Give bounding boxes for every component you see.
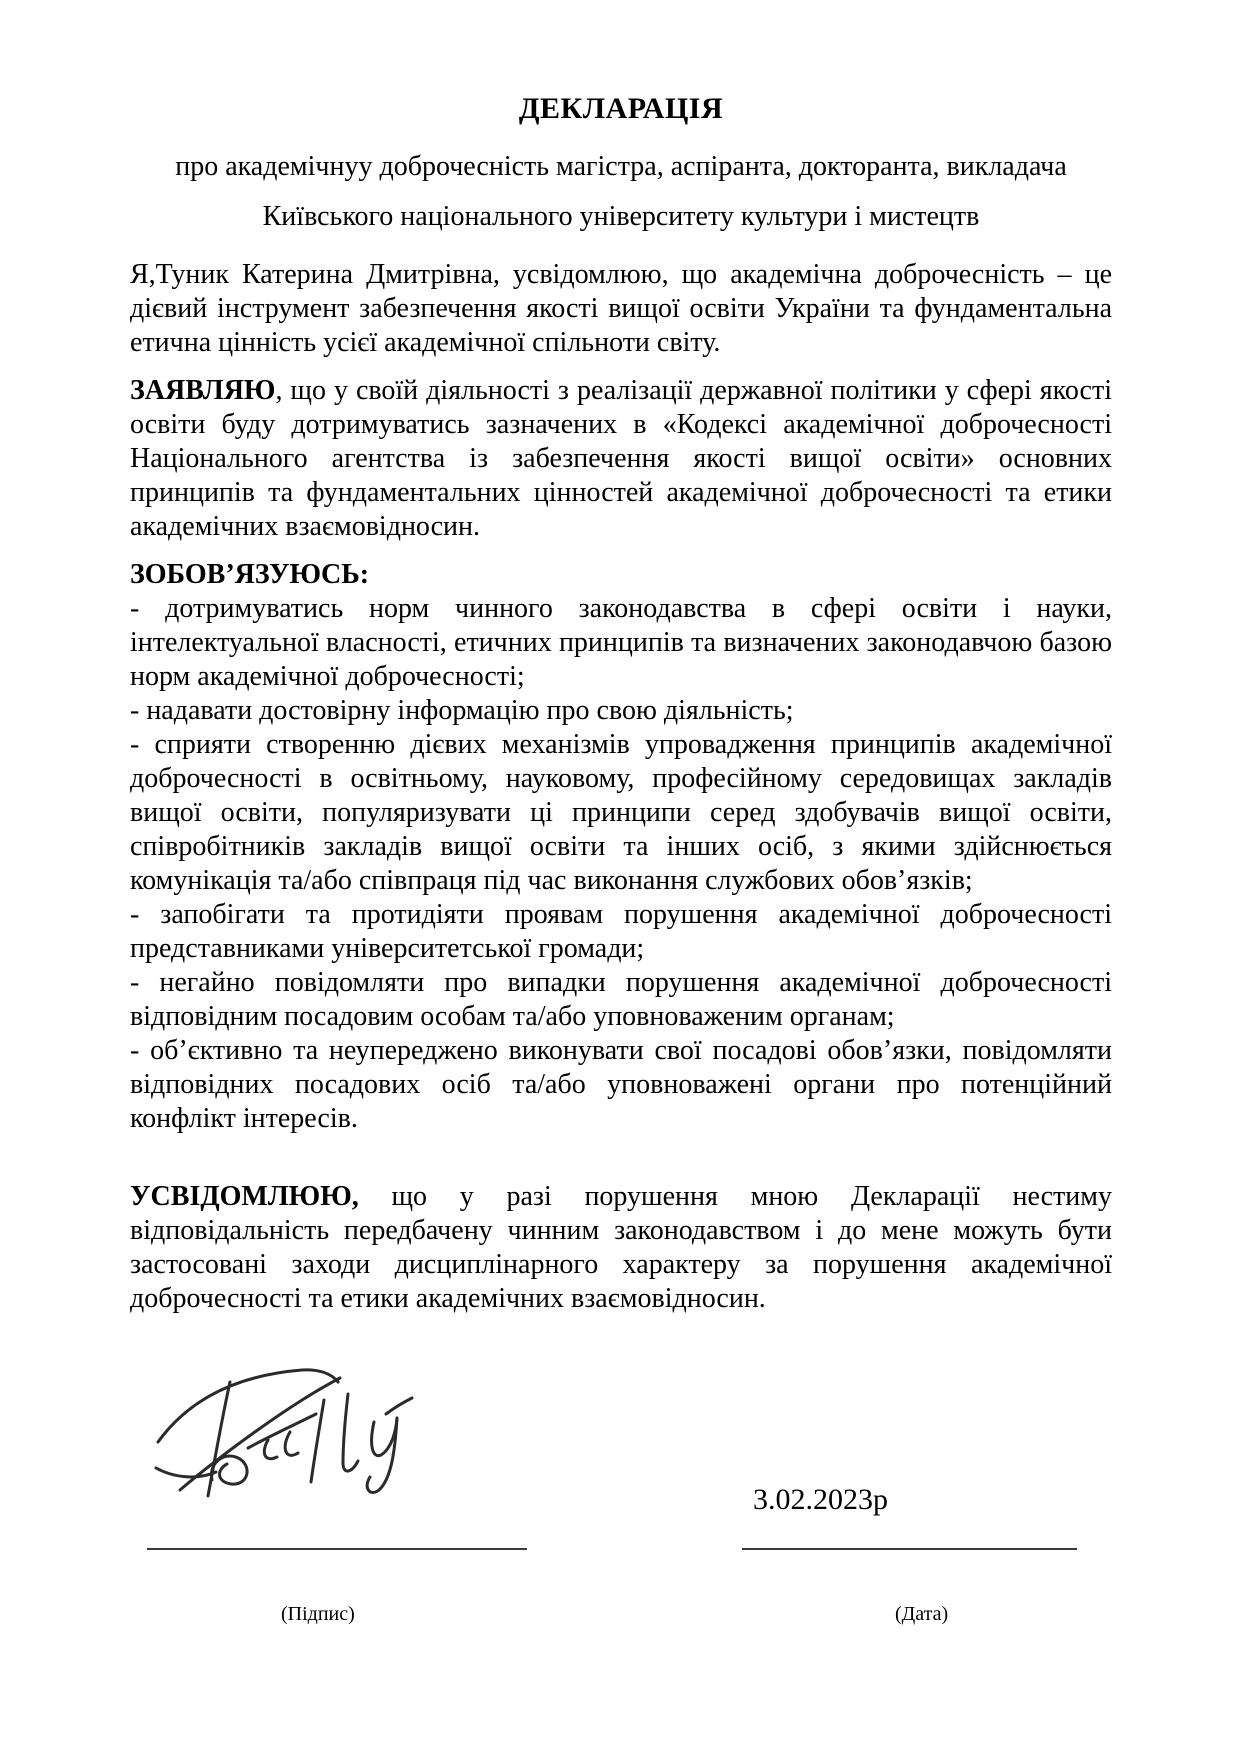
commitment-item: - негайно повідомляти про випадки порушення академічної доброчесності відповідним посадовим особам та/або уповноваженим органам; (130, 967, 1112, 1032)
declaration-lead: ЗАЯВЛЯЮ (130, 375, 276, 406)
date-line (742, 1548, 1077, 1550)
commitment-item: - сприяти створенню дієвих механізмів упровадження принципів академічної доброчесності в освітньому, науковому, професійному середовищах закладів вищої освіти, популяризувати ці принципи серед здобувачів вищої освіти, співробітників закладів вищої освіти та інших осіб, з якими здійснюється комунікація та/або співпраця під час виконання службових обов’язків; (130, 729, 1112, 896)
acknowledgement-lead: УСВІДОМЛЮЮ, (130, 1181, 359, 1212)
acknowledgement-paragraph (130, 1180, 1112, 1316)
signature-caption: (Підпис) (281, 1603, 355, 1625)
commitment-item: - об’єктивно та неупереджено виконувати свої посадові обов’язки, повідомляти відповідних посадових осіб та/або уповноважені органи про потенційний конфлікт інтересів. (130, 1035, 1112, 1134)
signature-line (147, 1548, 527, 1550)
commitment-item: - запобігати та протидіяти проявам порушення академічної доброчесності представниками університетської громади; (130, 899, 1112, 964)
declaration-paragraph (130, 374, 1112, 544)
institution-name: Київського національного університету культури і мистецтв (262, 201, 980, 232)
date-value: 3.02.2023р (753, 1483, 888, 1516)
commitments-list (130, 592, 1112, 1136)
declaration-text: , що у своїй діяльності з реалізації державної політики у сфері якості освіти буду дотримуватись зазначених в «Кодексі академічної доброчесності Національного агентства із забезпечення якості вищої освіти» основних принципів та фундаментальних цінностей академічної доброчесності та етики академічних взаємовідносин. (130, 375, 1112, 542)
date-caption: (Дата) (895, 1603, 949, 1625)
intro-text: Я,Туник Катерина Дмитрівна, усвідомлюю, що академічна доброчесність – це дієвий інструмент забезпечення якості вищої освіти України та фундаментальна етична цінність усієї академічної спільноти світу. (130, 259, 1112, 358)
signature-image (150, 1360, 430, 1505)
document-title: ДЕКЛАРАЦІЯ (518, 92, 724, 125)
document-subtitle: про академічнуу доброчесність магістра, аспіранта, докторанта, викладача (175, 151, 1067, 182)
commitment-item: - дотримуватись норм чинного законодавства в сфері освіти і науки, інтелектуальної власності, етичних принципів та визначених законодавчою базою норм академічної доброчесності; (130, 593, 1112, 692)
commitment-item: - надавати достовірну інформацію про свою діяльність; (130, 695, 794, 726)
document-content (130, 0, 1112, 1316)
acknowledgement-text: що у разі порушення мною Декларації нестиму відповідальність передбачену чинним законодавством і до мене можуть бути застосовані заходи дисциплінарного характеру за порушення академічної доброчесності та етики академічних взаємовідносин. (130, 1181, 1112, 1314)
commitments-heading: ЗОБОВ’ЯЗУЮСЬ: (130, 559, 370, 590)
intro-paragraph (130, 258, 1112, 360)
